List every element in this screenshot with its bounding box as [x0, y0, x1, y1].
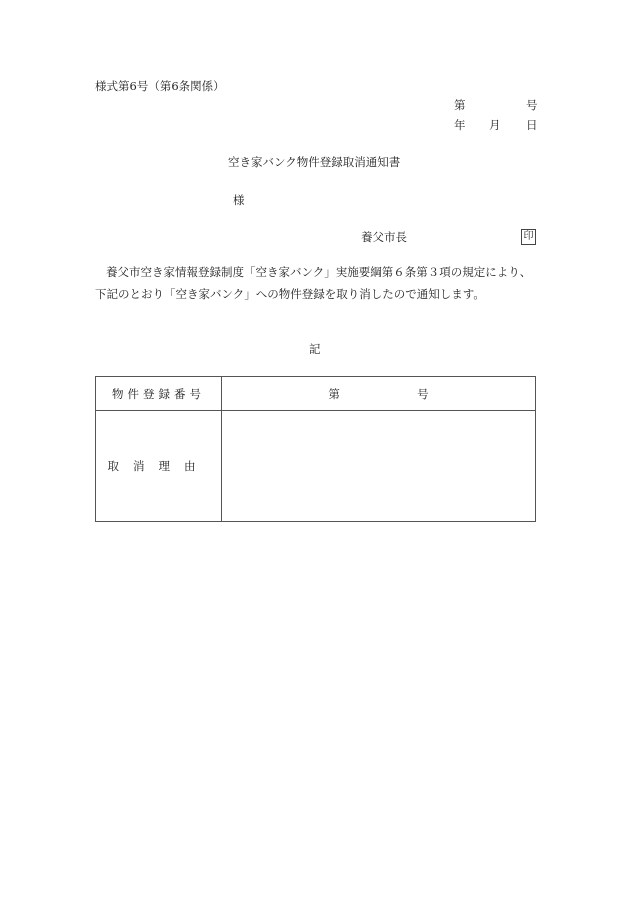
date-year: 年 — [454, 118, 466, 132]
date-day: 日 — [526, 118, 538, 132]
registration-number-label: 物件登録番号 — [96, 377, 222, 411]
date-month: 月 — [489, 118, 501, 132]
registration-number-prefix: 第 — [328, 386, 340, 401]
document-title: 空き家バンク物件登録取消通知書 — [228, 155, 401, 169]
registration-number-cell — [222, 377, 536, 411]
registration-number-suffix: 号 — [417, 386, 429, 401]
ki-heading: 記 — [309, 342, 321, 356]
table-row — [96, 377, 536, 411]
cancel-reason-label: 取消理由 — [96, 411, 222, 522]
details-table — [95, 376, 536, 522]
body-line-2: 下記のとおり「空き家バンク」への物件登録を取り消したので通知します。 — [95, 287, 485, 301]
body-line-1: 養父市空き家情報登録制度「空き家バンク」実施要綱第６条第３項の規定により、 — [106, 265, 532, 279]
number-prefix: 第 — [454, 98, 466, 112]
sender: 養父市長 — [361, 230, 407, 244]
number-suffix: 号 — [526, 98, 538, 112]
addressee-suffix: 様 — [233, 193, 245, 207]
seal-box: 印 — [521, 229, 536, 245]
form-label: 様式第6号（第6条関係） — [95, 79, 225, 93]
table-row — [96, 411, 536, 522]
cancel-reason-value — [222, 411, 536, 522]
